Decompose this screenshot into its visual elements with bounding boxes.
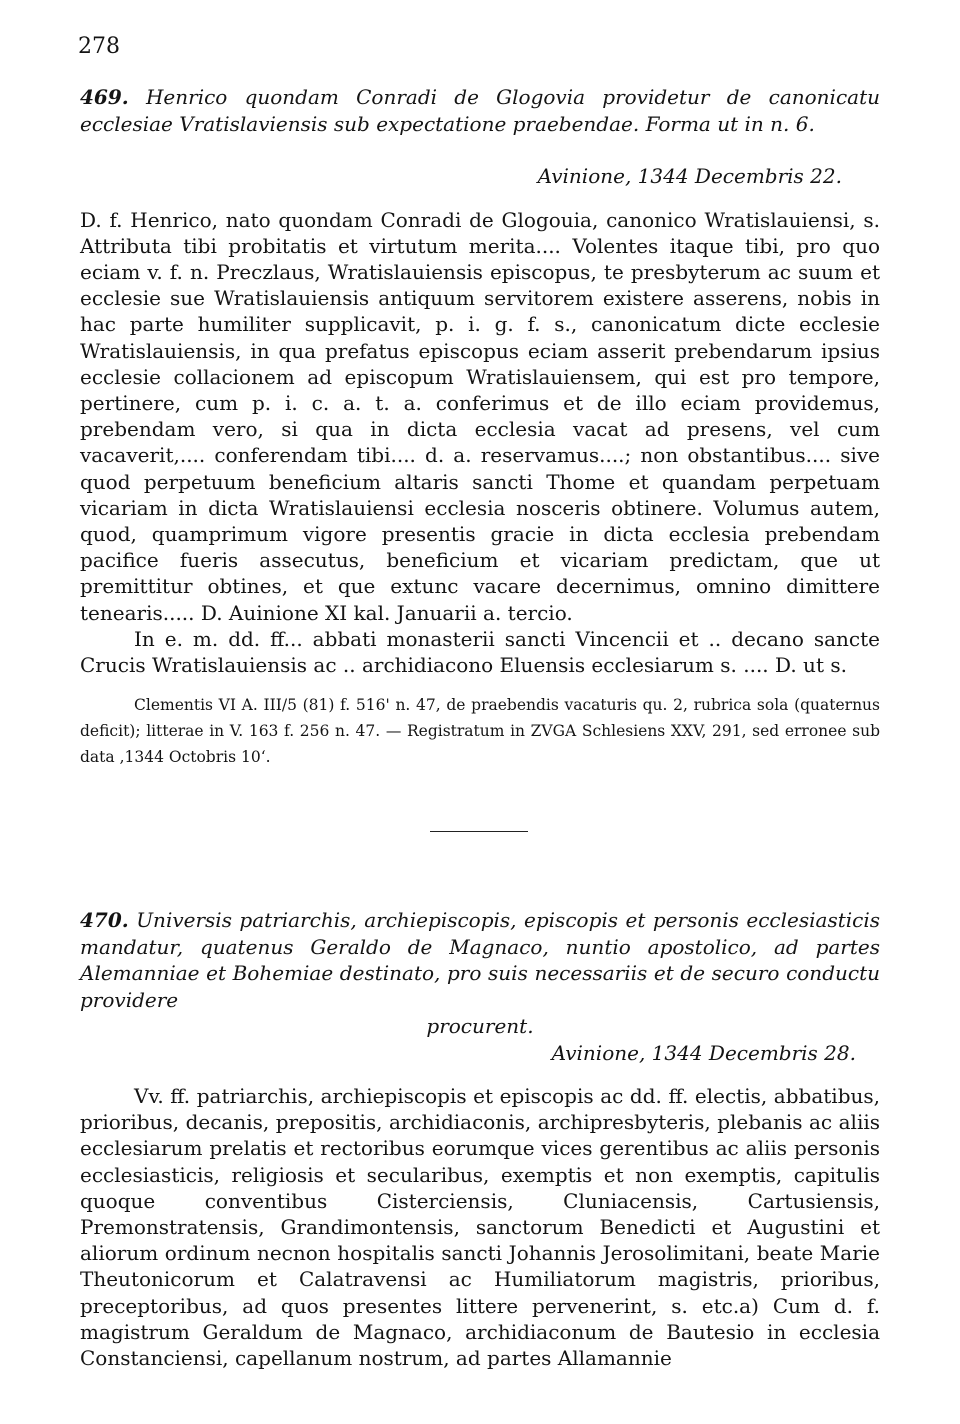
body-paragraph: D. f. Henrico, nato quondam Conradi de Glogouia, canonico Wratislauiensi, s. Attributa tibi probitatis et virtutum merita.... Volentes itaque tibi, pro quo eciam v. f. n. Preczlaus, Wratislauiensis episcopus, te presbyterum ac suum et ecclesie sue Wratislauiensis antiquum servitorem existere asserens, nobis in hac parte humiliter supplicavit, p. i. g. f. s., canonicatum dicte ecclesie Wratislauiensis, in qua prefatus episcopus eciam asserit prebendarum ipsius ecclesie collacionem ad episcopum Wratislauiensem, qui est pro tempore, pertinere, cum p. i. c. a. t. a. conferimus et de illo eciam providemus, prebendam vero, si qua in dicta ecclesia vacat ad presens, vel cum vacaverit,.... conferendam tibi.... d. a. reservamus....; non obstantibus.... sive quod perpetuum beneficium altaris sancti Thome et quandam perpetuam vicariam in dicta Wratislauiensi ecclesia nosceris obtinere. Volumus autem, quod, quamprimum vigore presentis gracie in dicta ecclesia prebendam pacifice fueris assecutus, beneficium et vicariam predictam, que ut premittitur obtines, et que extunc vacare decernimus, omnino dimittere tenearis..... D. Auinione XI kal. Januarii a. tercio. [80, 207, 880, 625]
body-paragraph: Vv. ff. patriarchis, archiepiscopis et episcopis ac dd. ff. electis, abbatibus, prioribus, decanis, prepositis, archidiaconis, archipresbyteris, plebanis ac aliis ecclesiarum prelatis et rectoribus eorumque vices gerentibus ac aliis personis ecclesiasticis, religiosis et secularibus, exemptis et non exemptis, capitulis quoque conventibus Cisterciensis, Cluniacensis, Cartusiensis, Premonstratensis, Grandimontensis, sanctorum Benedicti et Augustini et aliorum ordinum necnon hospitalis sancti Johannis Jerosolimitani, beate Marie Theutonicorum et Calatravensi ac Humiliatorum magistris, prioribus, preceptoribus, ad quos presentes littere pervenerint, s. etc.a) Cum d. f. magistrum Geraldum de Magnaco, archidiaconum de Bautesio in ecclesia Constanciensi, capellanum nostrum, ad partes Allamannie [80, 1084, 880, 1371]
entry-body [80, 1083, 880, 1371]
note-text: Clementis VI A. III/5 (81) f. 516' n. 47, de praebendis vacaturis qu. 2, rubrica sola (quaternus deficit); litterae in V. 163 f. 256 n. 47. — Registratum in ZVGA Schlesiens XXV, 291, sed erronee sub data ‚1344 Octobris 10‘. [80, 696, 880, 767]
entry-heading-end: procurent. [426, 1014, 534, 1038]
page-number: 278 [78, 34, 120, 59]
entry-470 [80, 907, 880, 1371]
entry-heading [80, 907, 880, 1013]
entry-number: 469. [80, 85, 129, 109]
body-paragraph: In e. m. dd. ff... abbati monasterii sancti Vincencii et .. decano sancte Crucis Wratislauiensis ac .. archidiacono Eluensis ecclesiarum s. .... D. ut s. [80, 626, 880, 677]
entry-note [80, 692, 880, 770]
entry-number: 470. [80, 908, 129, 932]
entry-heading-text: Universis patriarchis, archiepiscopis, episcopis et personis ecclesiasticis mandatur, quatenus Geraldo de Magnaco, nuntio apostolico, ad partes Alemanniae et Bohemiae destinato, pro suis necessariis et de securo conductu providere [80, 908, 881, 1012]
entry-body [80, 207, 880, 679]
entry-date: Avinione, 1344 Decembris 22. [537, 164, 842, 188]
section-divider [430, 831, 528, 832]
entry-heading-text: Henrico quondam Conradi de Glogovia providetur de canonicatu ecclesiae Vratislaviensis sub expectatione praebendae. Forma ut in n. 6. [80, 85, 880, 136]
entry-date: Avinione, 1344 Decembris 28. [551, 1040, 856, 1065]
entry-469 [80, 84, 880, 770]
entry-heading [80, 84, 880, 137]
